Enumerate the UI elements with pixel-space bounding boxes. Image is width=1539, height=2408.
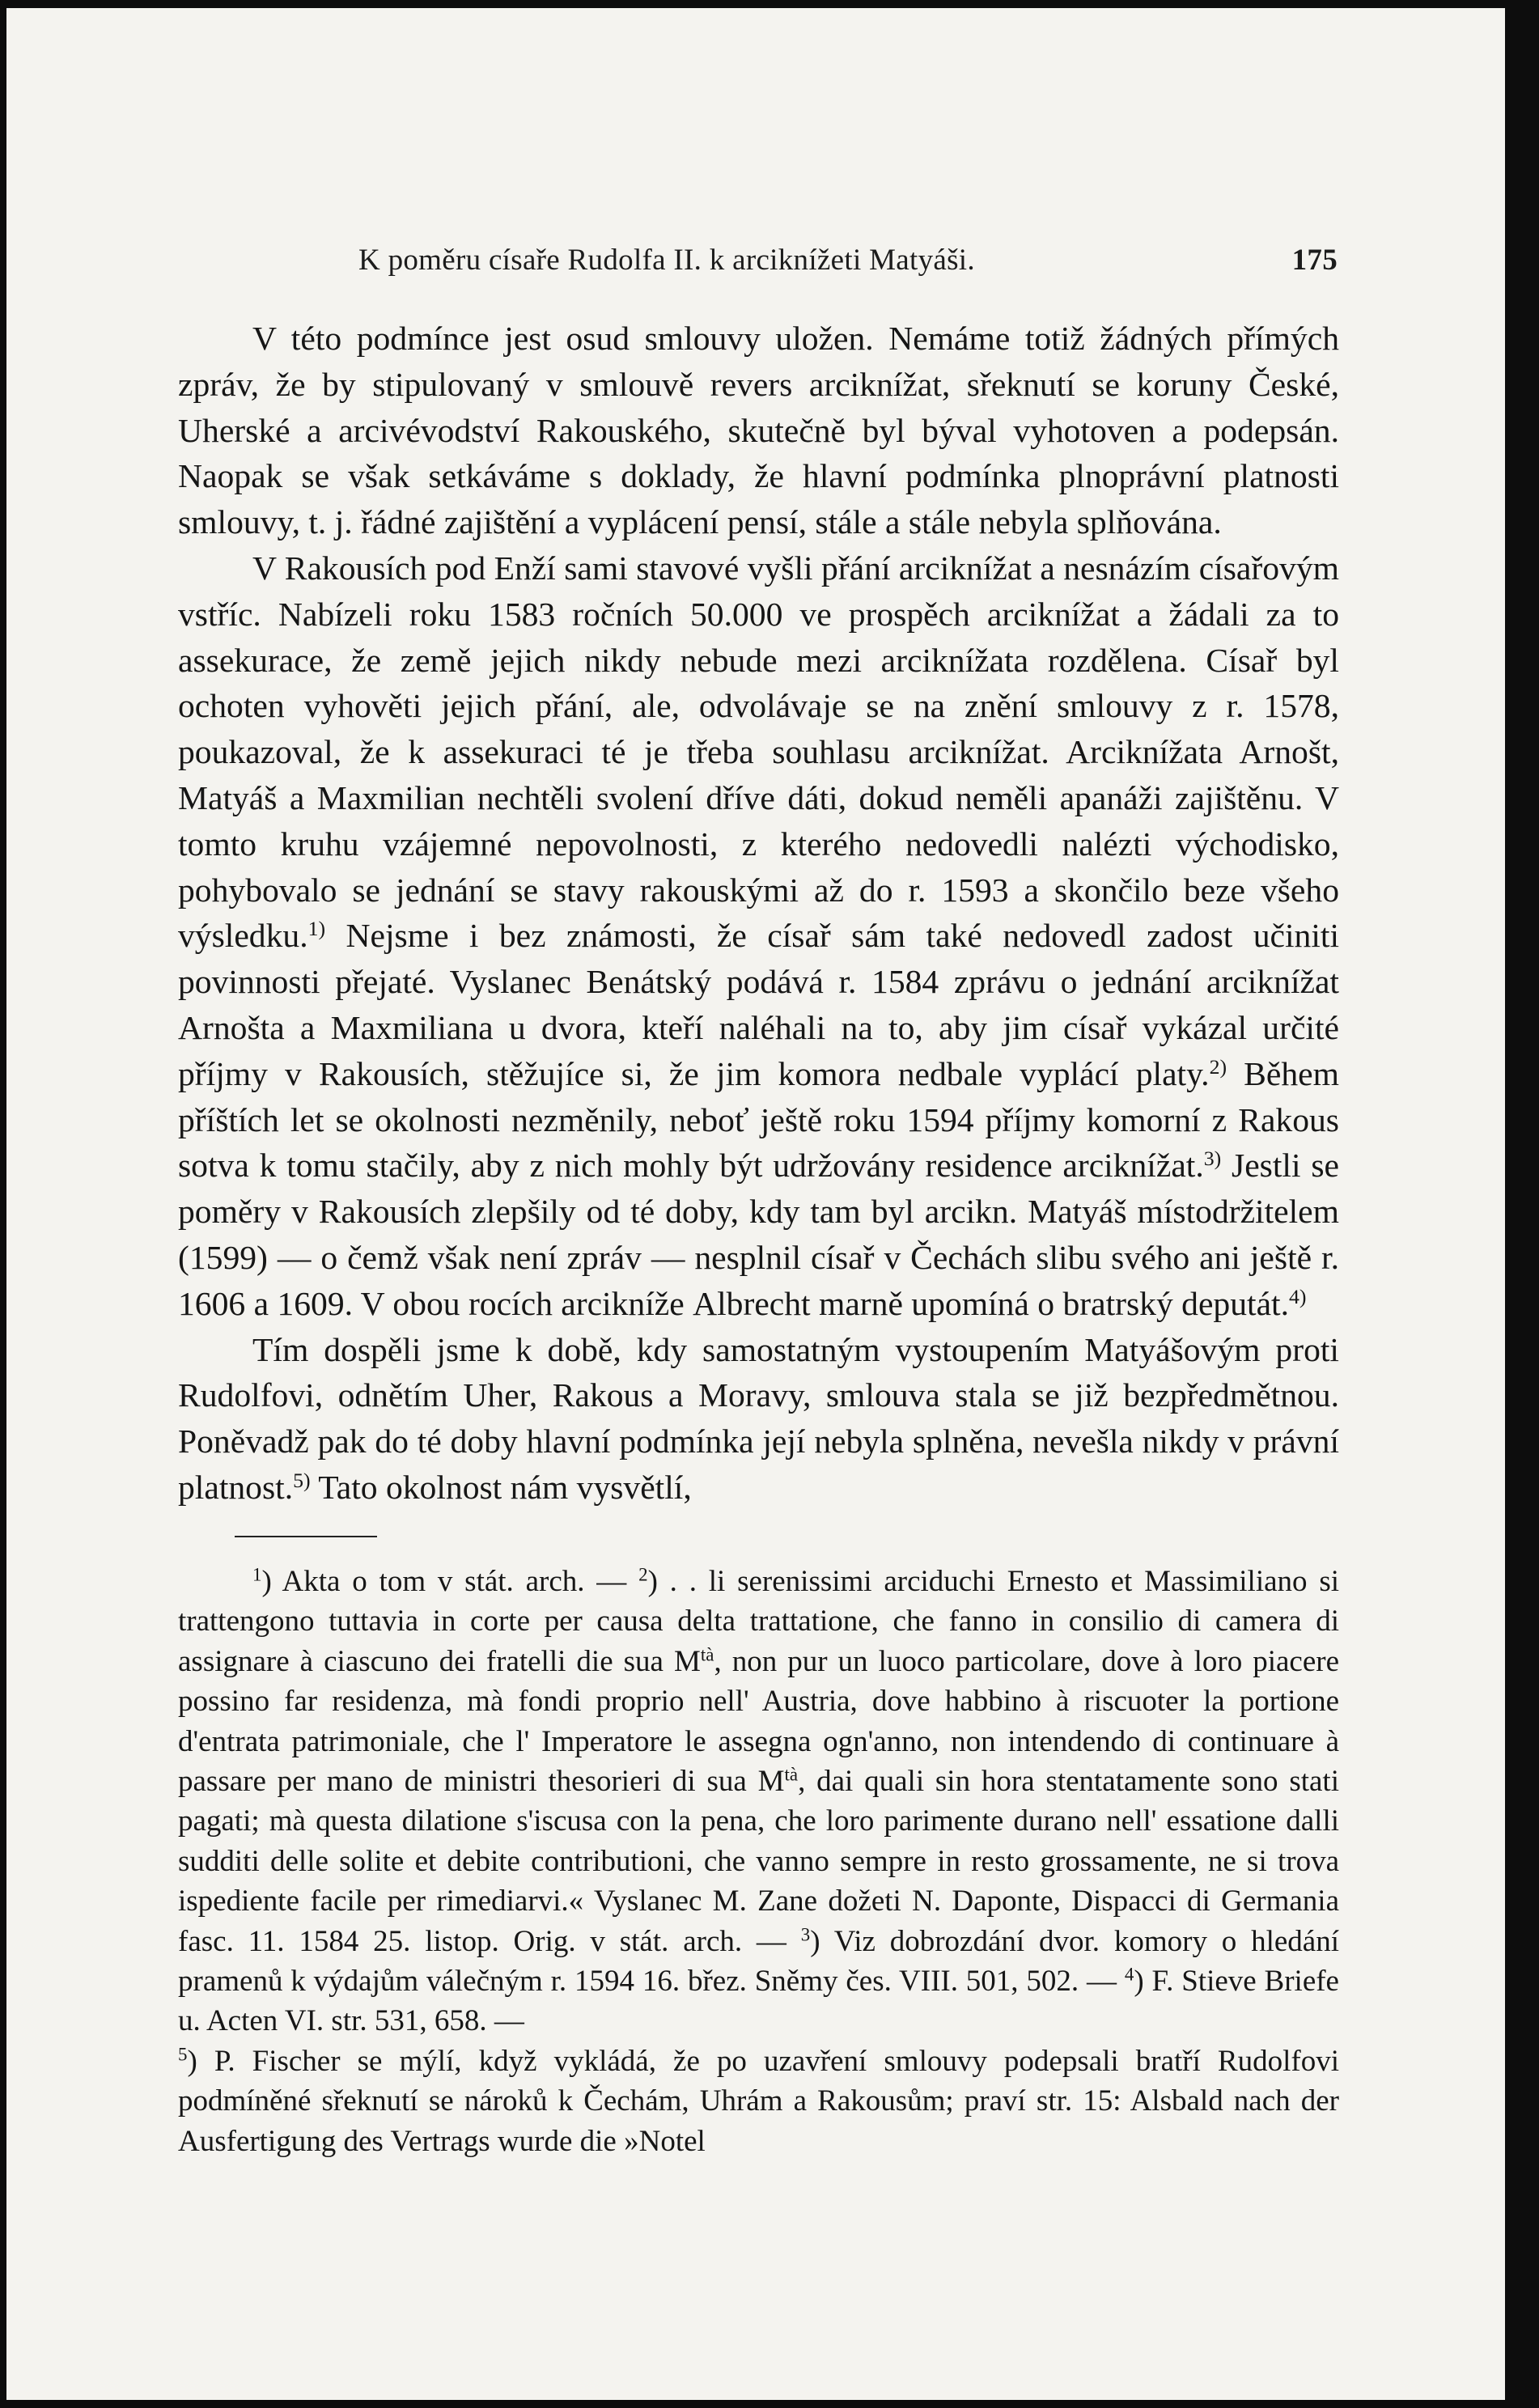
paragraph-1: V této podmínce jest osud smlouvy uložen. Nemáme totiž žádných přímých zpráv, že by stipulovaný v smlouvě revers arciknížat, sřeknutí se koruny České, Uherské a arcivévodství Rakouského, skutečně byl býval vyhotoven a podepsán. Naopak se však setkáváme s doklady, že hlavní podmínka plnoprávní platnosti smlouvy, t. j. řádné zajištění a vyplácení pensí, stále a stále nebyla splňována. — [178, 320, 1339, 541]
footnote-ref-3: 3) — [1203, 1147, 1222, 1171]
paragraph-3-part-b: Tato okolnost nám vysvětlí, — [310, 1468, 692, 1506]
paragraph-2-part-b: Nejsme i bez známosti, že císař sám také nedovedl zadost učiniti povinnosti přejaté. Vyslanec Benátský podává r. 1584 zprávu o jednání arciknížat Arnošta a Maxmiliana u dvora, kteří naléhali na to, aby jim císař vykázal určité příjmy v Rakousích, stěžujíce si, že jim komora nedbale vyplácí platy. — [178, 917, 1339, 1092]
page-number: 175 — [1291, 244, 1338, 277]
footnote-2-text-b: , non pur un luoco particolare, dove à loro piacere possino far residenza, mà fondi proprio nell' Austria, dove habbino à riscuoter la portione d'entrata patrimoniale, che l' Imperatore le assegna ogn'anno, non intendendo di continuare à passare per mano de ministri thesorieri di sua M — [178, 1644, 1340, 1799]
footnote-2-text-a: ) . . li serenissimi arciduchi Ernesto et Massimiliano si trattengono tuttavia in corte per causa delta trattatione, che fanno in consilio di camera di assignare à ciascuno dei fratelli die sua M — [178, 1565, 1340, 1678]
footnote-number-5: 5 — [178, 2044, 188, 2065]
book-page — [6, 8, 1505, 2400]
footnote-3-text: ) Viz dobrozdání dvor. komory o hledání pramenů k výdajům válečným r. 1594 16. břez. Sněmy čes. VIII. 501, 502. — — [178, 1924, 1339, 1999]
footnote-ref-5: 5) — [293, 1468, 311, 1492]
running-title: K poměru císaře Rudolfa II. k arciknížeti Matyáši. — [358, 244, 975, 277]
paragraph-2-part-d: Jestli se poměry v Rakousích zlepšily od té doby, kdy tam byl arcikn. Matyáš místodržitelem (1599) — o čemž však není zpráv — nesplnil císař v Čechách slibu svého ani ještě r. 1606 a 1609. V obou rocích arciknížе Albrecht marně upomíná o bratrský deputát. — [178, 1147, 1339, 1322]
footnotes — [178, 1562, 1339, 2161]
paragraph-2 — [178, 545, 1339, 1327]
paragraph-3-part-a: Tím dospěli jsme k době, kdy samostatným vystoupením Matyášovým proti Rudolfovi, odnětím Uher, Rakous a Moravy, smlouva stala se již bezpředmětnou. Poněvadž pak do té doby hlavní podmínka její nebyla splněna, nevešla nikdy v právní platnost. — [178, 1330, 1339, 1506]
abbrev-superscript: tà — [784, 1764, 799, 1785]
paragraph-3 — [178, 1327, 1339, 1511]
footnote-ref-2: 2) — [1209, 1054, 1227, 1079]
footnote-4-text: ) F. Stieve Briefe u. Acten VI. str. 531, 658. — — [178, 1965, 1339, 2038]
main-text — [178, 316, 1339, 1511]
footnote-ref-1: 1) — [307, 917, 326, 941]
paragraph-2-part-c: Během příštích let se okolnosti nezměnily, neboť ještě roku 1594 příjmy komorní z Rakous sotva k tomu stačily, aby z nich mohly být udržovány residence arciknížat. — [178, 1054, 1339, 1185]
running-header — [358, 243, 1338, 278]
footnote-number-2: 2 — [638, 1564, 648, 1585]
footnote-number-4: 4 — [1124, 1964, 1134, 1985]
footnote-block-1-2 — [178, 1562, 1339, 2041]
footnote-2-text-c: , dai quali sin hora stentatamente sono stati pagati; mà questa dilatione s'iscusa con la pena, che loro parimente durano nell' essatione dalli sudditi delle solite et debite contributioni, che vanno sempre in resto grossamente, ne si trova ispediente facile per rimediarvi.« Vyslanec M. Zane dožeti N. Daponte, Dispacci di Germania fasc. 11. 1584 25. listop. Orig. v stát. arch. — — [178, 1765, 1339, 1958]
footnote-divider — [235, 1536, 377, 1537]
footnote-number-3: 3 — [800, 1924, 811, 1945]
footnote-1-text: ) Akta o tom v stát. arch. — — [261, 1565, 639, 1598]
footnote-number-1: 1 — [252, 1564, 262, 1585]
abbrev-superscript: tà — [700, 1644, 714, 1665]
paragraph-2-part-a: V Rakousích pod Enží sami stavové vyšli přání arciknížat a nesnázím císařovým vstříc. Nabízeli roku 1583 ročních 50.000 ve prospěch arciknížat a žádali za to assekurace, že země jejich nikdy nebude mezi arciknížata rozdělena. Císař byl ochoten vyhověti jejich přání, ale, odvolávaje se na znění smlouvy z r. 1578, poukazoval, že k assekuraci té je třeba souhlasu arciknížat. Arciknížata Arnošt, Matyáš a Maxmilian nechtěli svolení dříve dáti, dokud neměli apanáži zajištěnu. V tomto kruhu vzájemné nepovolnosti, z kterého nedovedli nalézti východisko, pohybovalo se jednání se stavy rakouskými až do r. 1593 a skončilo beze všeho výsledku. — [178, 549, 1339, 955]
footnote-5-text: ) P. Fischer se mýlí, když vykládá, že po uzavření smlouvy podepsali bratří Rudolfovi podmíněné sřeknutí se nároků k Čechám, Uhrám a Rakousům; praví str. 15: Alsbald nach der Ausfertigung des Vertrags wurde die »Notel — [178, 2044, 1339, 2158]
footnote-ref-4: 4) — [1288, 1284, 1307, 1308]
footnote-block-5 — [178, 2041, 1339, 2161]
